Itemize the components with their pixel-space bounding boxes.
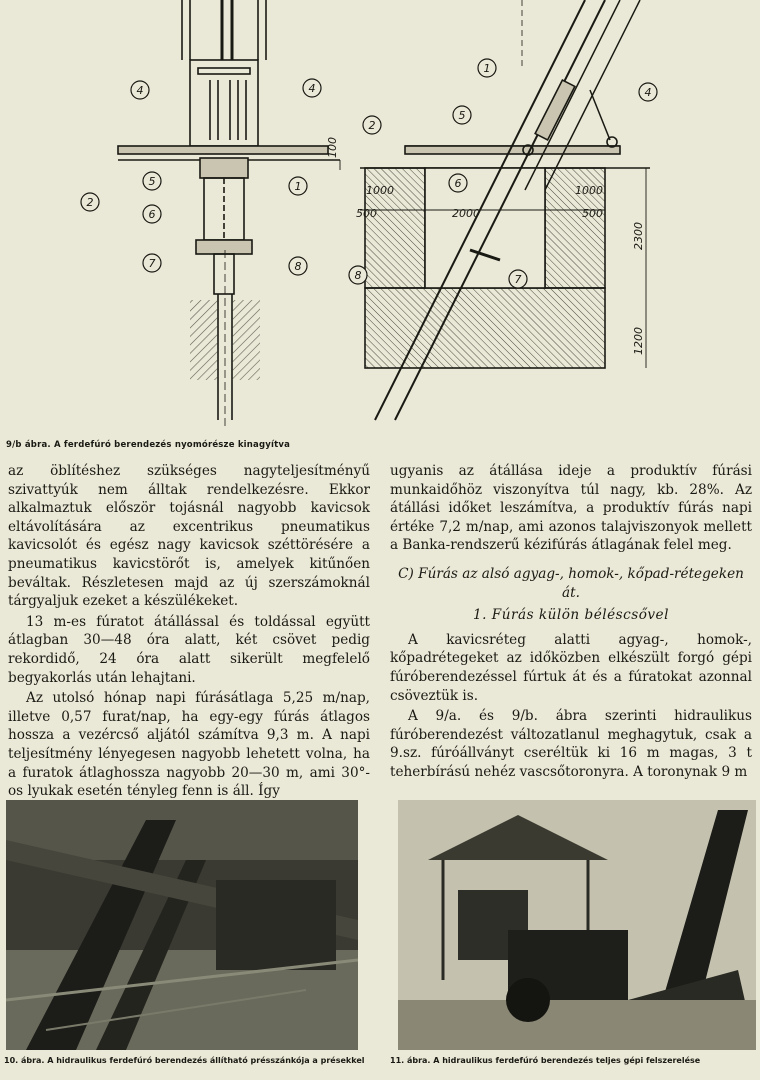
dim-500-right: 500: [582, 207, 603, 220]
callout-2: 2: [86, 196, 94, 209]
callout-5: 5: [458, 109, 466, 122]
dim-1000-right: 1000: [575, 184, 603, 197]
paragraph: A 9/a. és 9/b. ábra szerinti hidraulikus fúróberendezést változatlanul meghagytuk, csak a 9.sz. fúróállványt cseréltük ki 16 m magas, 3 t teherbírású nehéz vascsőtoronyra. A toronynak 9 m: [390, 708, 752, 780]
paragraph: A kavicsréteg alatti agyag-, homok-, kőpadrétegeket az időközben elkészült forgó gépi fúróberendezéssel fúrtuk át és a fúratokat azonnal csöveztük is.: [390, 631, 752, 704]
dim-100: 100: [326, 137, 339, 158]
callout-4: 4: [644, 86, 652, 99]
callout-2: 2: [368, 119, 376, 132]
callout-8: 8: [294, 260, 302, 273]
technical-drawing: [0, 0, 760, 440]
callout-4: 4: [308, 82, 316, 95]
figure-10-caption: 10. ábra. A hidraulikus ferdefúró berendezés állítható présszánkója a présekkel: [4, 1056, 365, 1065]
photo-full-equipment: [398, 800, 756, 1050]
callout-6: 6: [454, 177, 462, 190]
callout-5: 5: [148, 175, 156, 188]
subsection-heading: 1. Fúrás külön béléscsővel: [473, 607, 669, 624]
paragraph: Az utolsó hónap napi fúrásátlaga 5,25 m/nap, illetve 0,57 furat/nap, ha egy-egy fúrás átlagos hossza a vezércső aljától számítva 9,3 m. A napi teljesítmény lényegesen nagyobb lehetett volna, ha a furatok átlaghossza nagyobb 20—30 m, ami 30°-os lyukak esetén tényleg fenn is áll. Így: [8, 690, 370, 800]
dim-500-left: 500: [356, 207, 377, 220]
dim-1000-left: 1000: [366, 184, 394, 197]
figure-9b-caption: 9/b ábra. A ferdefúró berendezés nyomórésze kinagyítva: [6, 440, 291, 450]
figure-11-caption: 11. ábra. A hidraulikus ferdefúró berendezés teljes gépi felszerelése: [390, 1056, 701, 1065]
callout-1: 1: [483, 62, 491, 75]
paragraph: 13 m-es fúratot átállással és toldással együtt átlagban 30—48 óra alatt, két csövet pedig rekordidő, 24 óra alatt sikerült megfelelő begyakorlás után lehajtani.: [8, 613, 370, 686]
photo-press-sled: [6, 800, 358, 1050]
dim-2000: 2000: [452, 207, 480, 220]
callout-8: 8: [354, 269, 362, 282]
callout-7: 7: [148, 257, 156, 270]
paragraph: ugyanis az átállása ideje a produktív fúrási munkaidőhöz viszonyítva túl nagy, kb. 28%. Az átállási időket leszámítva, a produktív fúrás napi értéke 7,2 m/nap, ami azonos talajviszonyok mellett a Banka-rendszerű kézifúrás átlagának felel meg.: [390, 463, 752, 554]
dim-1200: 1200: [632, 327, 645, 355]
right-text-column: [390, 462, 752, 784]
left-text-column: [8, 462, 370, 803]
paragraph: az öblítéshez szükséges nagyteljesítményű szivattyúk nem álltak rendelkezésre. Ekkor alkalmaztuk először tojásnál nagyobb kavicsok eltávolítására az excentrikus pneumatikus kavicsolót és egész nagy kavicsok széttörésére a pneumatikus kavicstörőt is, amelyek kitűnően beváltak. Részletesen majd az új szerszámoknál tárgyaljuk ezeket a készülékeket.: [8, 463, 370, 610]
dim-2300: 2300: [632, 222, 645, 250]
callout-7: 7: [514, 273, 522, 286]
callout-4: 4: [136, 84, 144, 97]
callout-1: 1: [294, 180, 302, 193]
callout-6: 6: [148, 208, 156, 221]
section-heading: C) Fúrás az alsó agyag-, homok-, kőpad-rétegeken át.: [398, 565, 744, 601]
